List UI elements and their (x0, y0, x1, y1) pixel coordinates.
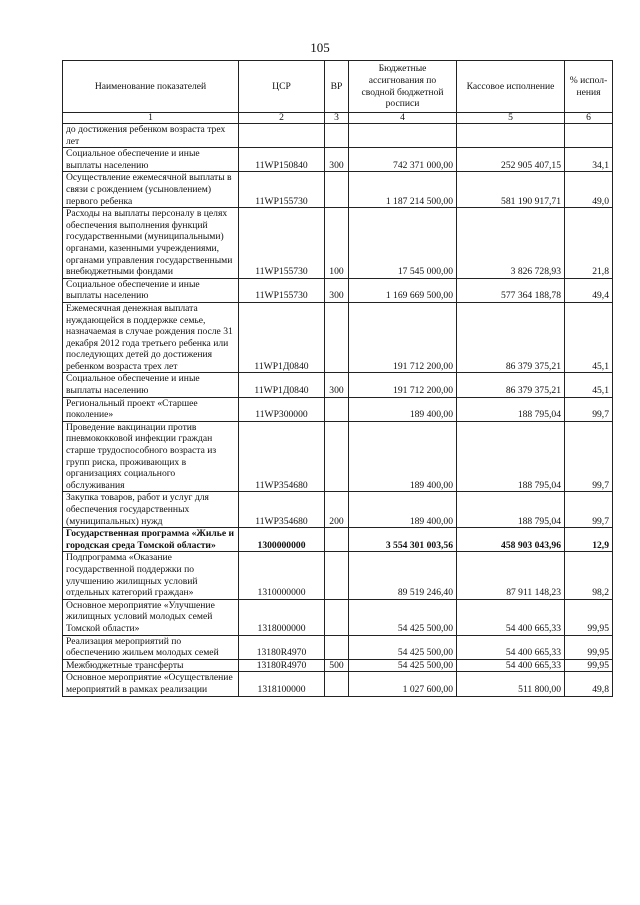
cell-cash: 252 905 407,15 (457, 148, 565, 172)
cell-csr: 13180R4970 (239, 635, 325, 659)
cell-name: Социальное обеспечение и иные выплаты населению (63, 278, 239, 302)
cell-percent: 45,1 (565, 302, 613, 373)
cell-budget: 1 169 669 500,00 (349, 278, 457, 302)
cell-cash: 581 190 917,71 (457, 172, 565, 208)
cell-csr (239, 124, 325, 148)
table-row (63, 552, 613, 599)
table-row (63, 302, 613, 373)
cell-vr (325, 124, 349, 148)
cell-vr (325, 635, 349, 659)
cell-csr: 1318000000 (239, 599, 325, 635)
cell-vr (325, 421, 349, 492)
cell-budget: 191 712 200,00 (349, 302, 457, 373)
cell-csr: 1310000000 (239, 552, 325, 599)
cell-csr: 11WP1Д0840 (239, 373, 325, 397)
cell-percent: 12,9 (565, 528, 613, 552)
header-percent: % испол-нения (565, 61, 613, 113)
cell-csr: 11WP155730 (239, 172, 325, 208)
table-body (63, 124, 613, 697)
cell-cash: 86 379 375,21 (457, 373, 565, 397)
column-number: 6 (565, 113, 613, 124)
table-row (63, 528, 613, 552)
cell-cash: 188 795,04 (457, 397, 565, 421)
cell-percent: 99,95 (565, 659, 613, 672)
cell-name: Основное мероприятие «Осуществление мероприятий в рамках реализации (63, 672, 239, 696)
column-number: 4 (349, 113, 457, 124)
cell-percent: 99,7 (565, 421, 613, 492)
table-row (63, 599, 613, 635)
cell-csr: 1318100000 (239, 672, 325, 696)
header-row (63, 61, 613, 113)
cell-csr: 11WP155730 (239, 278, 325, 302)
cell-percent: 45,1 (565, 373, 613, 397)
cell-name: Осуществление ежемесячной выплаты в связи с рождением (усыновлением) первого ребенка (63, 172, 239, 208)
header-csr: ЦСР (239, 61, 325, 113)
cell-budget (349, 124, 457, 148)
cell-name: Расходы на выплаты персоналу в целях обеспечения выполнения функций государственными (муниципальными) органами, казенными учреждениями, органами управления государственными внебюджетными фондами (63, 208, 239, 279)
cell-percent: 49,0 (565, 172, 613, 208)
cell-budget: 54 425 500,00 (349, 659, 457, 672)
cell-name: Закупка товаров, работ и услуг для обеспечения государственных (муниципальных) нужд (63, 492, 239, 528)
cell-name: Основное мероприятие «Улучшение жилищных условий молодых семей Томской области» (63, 599, 239, 635)
cell-budget: 1 027 600,00 (349, 672, 457, 696)
cell-cash: 188 795,04 (457, 421, 565, 492)
cell-csr: 11WP155730 (239, 208, 325, 279)
cell-budget: 742 371 000,00 (349, 148, 457, 172)
column-number-row (63, 113, 613, 124)
table-row (63, 373, 613, 397)
header-vr: ВР (325, 61, 349, 113)
budget-execution-table (62, 60, 613, 697)
header-name: Наименование показателей (63, 61, 239, 113)
cell-csr: 13180R4970 (239, 659, 325, 672)
table-row (63, 635, 613, 659)
cell-cash: 511 800,00 (457, 672, 565, 696)
cell-vr (325, 599, 349, 635)
cell-percent: 99,95 (565, 635, 613, 659)
header-budget: Бюджетные ассигнования по сводной бюджетной росписи (349, 61, 457, 113)
cell-cash (457, 124, 565, 148)
table-row (63, 659, 613, 672)
cell-csr: 11WP354680 (239, 421, 325, 492)
cell-cash: 54 400 665,33 (457, 599, 565, 635)
cell-percent: 99,7 (565, 492, 613, 528)
cell-name: Социальное обеспечение и иные выплаты населению (63, 148, 239, 172)
cell-vr (325, 528, 349, 552)
cell-vr (325, 397, 349, 421)
cell-vr: 100 (325, 208, 349, 279)
cell-cash: 577 364 188,78 (457, 278, 565, 302)
cell-budget: 189 400,00 (349, 421, 457, 492)
table-row (63, 208, 613, 279)
column-number: 5 (457, 113, 565, 124)
cell-cash: 86 379 375,21 (457, 302, 565, 373)
table-row (63, 672, 613, 696)
cell-name: до достижения ребенком возраста трех лет (63, 124, 239, 148)
cell-vr: 300 (325, 373, 349, 397)
table-row (63, 278, 613, 302)
cell-percent: 99,95 (565, 599, 613, 635)
cell-vr (325, 302, 349, 373)
cell-name: Ежемесячная денежная выплата нуждающейся в поддержке семье, назначаемая в случае рождения после 31 декабря 2012 года третьего ребенка или последующих детей до достижения ребенком возраста трех лет (63, 302, 239, 373)
header-cash: Кассовое исполнение (457, 61, 565, 113)
cell-percent (565, 124, 613, 148)
cell-budget: 189 400,00 (349, 492, 457, 528)
cell-percent: 98,2 (565, 552, 613, 599)
cell-vr (325, 552, 349, 599)
cell-name: Подпрограмма «Оказание государственной поддержки по улучшению жилищных условий отдельных категорий граждан» (63, 552, 239, 599)
table-row (63, 397, 613, 421)
cell-budget: 189 400,00 (349, 397, 457, 421)
cell-vr: 300 (325, 278, 349, 302)
cell-vr (325, 672, 349, 696)
cell-name: Социальное обеспечение и иные выплаты населению (63, 373, 239, 397)
cell-percent: 99,7 (565, 397, 613, 421)
cell-vr: 200 (325, 492, 349, 528)
cell-budget: 89 519 246,40 (349, 552, 457, 599)
cell-csr: 11WP1Д0840 (239, 302, 325, 373)
cell-vr: 300 (325, 148, 349, 172)
cell-csr: 11WP354680 (239, 492, 325, 528)
cell-cash: 54 400 665,33 (457, 635, 565, 659)
cell-name: Проведение вакцинации против пневмококковой инфекции граждан старше трудоспособного возраста из групп риска, проживающих в организациях социального обслуживания (63, 421, 239, 492)
table-row (63, 124, 613, 148)
cell-name: Региональный проект «Старшее поколение» (63, 397, 239, 421)
cell-budget: 3 554 301 003,56 (349, 528, 457, 552)
cell-budget: 1 187 214 500,00 (349, 172, 457, 208)
table-row (63, 421, 613, 492)
cell-budget: 54 425 500,00 (349, 635, 457, 659)
cell-cash: 3 826 728,93 (457, 208, 565, 279)
cell-percent: 34,1 (565, 148, 613, 172)
cell-name: Реализация мероприятий по обеспечению жильем молодых семей (63, 635, 239, 659)
cell-cash: 87 911 148,23 (457, 552, 565, 599)
cell-percent: 21,8 (565, 208, 613, 279)
cell-vr (325, 172, 349, 208)
page-number: 105 (310, 40, 330, 55)
cell-budget: 17 545 000,00 (349, 208, 457, 279)
column-number: 2 (239, 113, 325, 124)
cell-budget: 191 712 200,00 (349, 373, 457, 397)
cell-cash: 458 903 043,96 (457, 528, 565, 552)
cell-budget: 54 425 500,00 (349, 599, 457, 635)
cell-csr: 1300000000 (239, 528, 325, 552)
cell-cash: 188 795,04 (457, 492, 565, 528)
column-number: 3 (325, 113, 349, 124)
cell-csr: 11WP300000 (239, 397, 325, 421)
table-row (63, 148, 613, 172)
cell-name: Межбюджетные трансферты (63, 659, 239, 672)
table-row (63, 172, 613, 208)
cell-name: Государственная программа «Жилье и городская среда Томской области» (63, 528, 239, 552)
cell-vr: 500 (325, 659, 349, 672)
column-number: 1 (63, 113, 239, 124)
cell-percent: 49,4 (565, 278, 613, 302)
table-row (63, 492, 613, 528)
cell-csr: 11WP150840 (239, 148, 325, 172)
cell-percent: 49,8 (565, 672, 613, 696)
cell-cash: 54 400 665,33 (457, 659, 565, 672)
